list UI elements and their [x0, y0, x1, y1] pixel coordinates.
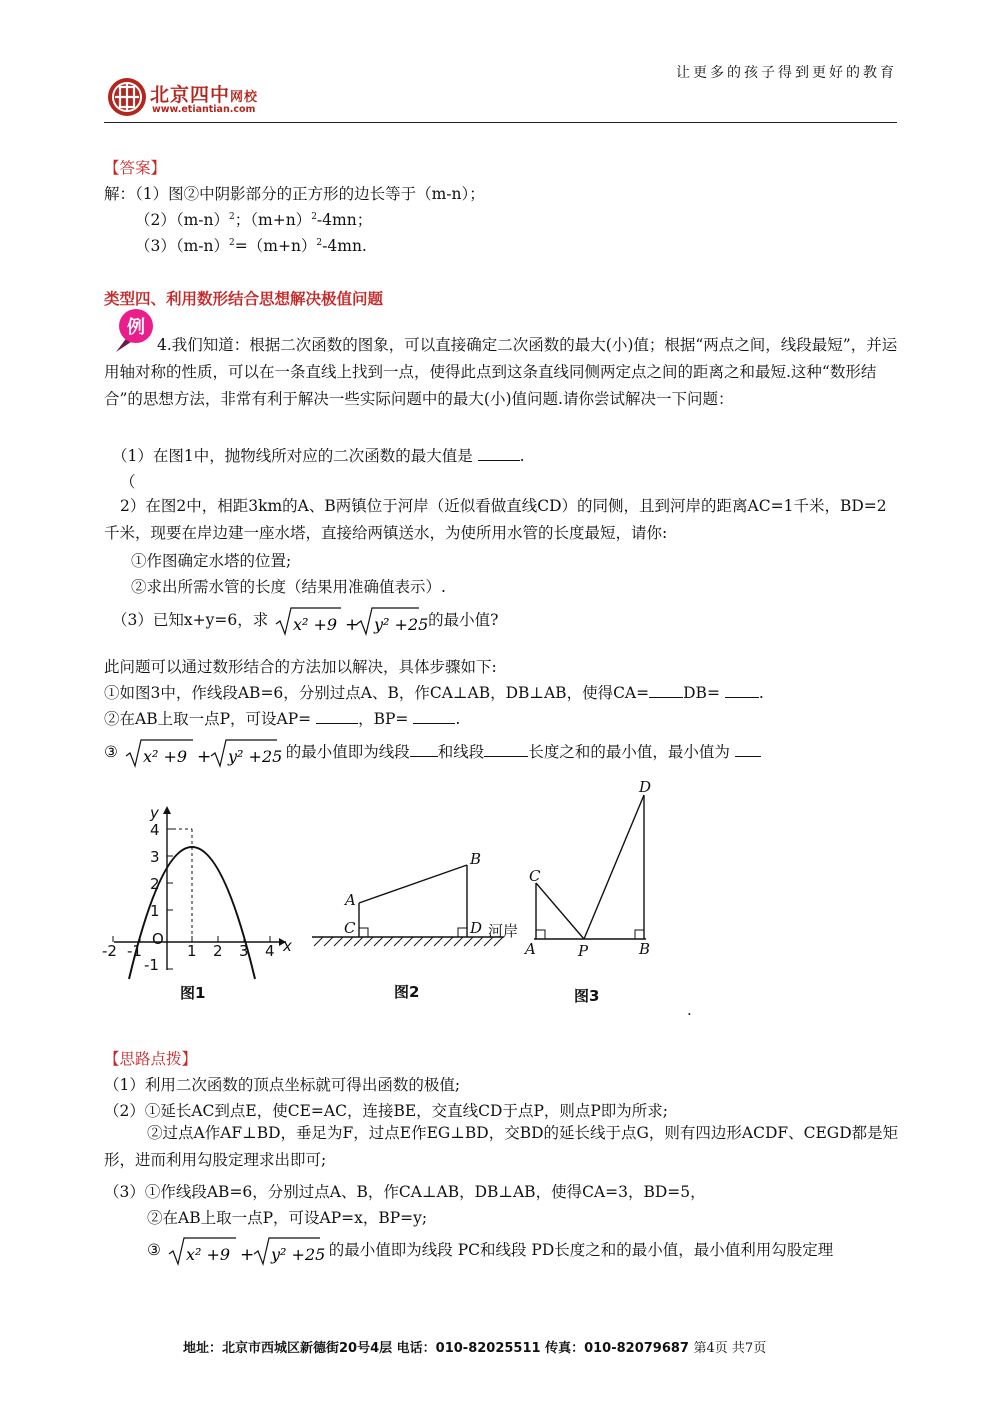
- svg-text:+: +: [239, 1245, 255, 1265]
- answer-line-1: 解：（1）图②中阴影部分的正方形的边长等于（m-n）；: [104, 185, 485, 203]
- svg-text:C: C: [344, 919, 356, 937]
- svg-text:x² +9: x² +9: [293, 615, 338, 634]
- hint-line-3: ②过点A作AF⊥BD，垂足为F，过点E作EG⊥BD，交BD的延长线于点G，则有四边形ACDF、CEGD都是矩形，进而利用勾股定理求出即可;: [104, 1124, 899, 1169]
- svg-text:P: P: [578, 942, 589, 960]
- answer-line-2: $(2)(m-n)^2$；$(m+n)^2-4mn$；: [135, 211, 373, 229]
- svg-text:4: 4: [150, 821, 160, 839]
- svg-text:河岸: 河岸: [488, 922, 519, 940]
- section-title: 类型四、利用数形结合思想解决极值问题: [104, 290, 384, 308]
- svg-text:+: +: [345, 615, 360, 635]
- header-divider: [104, 122, 897, 123]
- svg-text:x: x: [283, 937, 292, 955]
- question-1: （1）在图1中，抛物线所对应的二次函数的最大值是 .: [112, 447, 525, 465]
- step-3: ③ x² +9 + y² +25 的最小值即为线段 和线段 长度之和的最小值，最小值为: [104, 738, 761, 768]
- svg-text:x² +9: x² +9: [185, 1245, 230, 1264]
- svg-text:1: 1: [150, 902, 160, 920]
- answer-line-3: $(3)(m-n)^2=(m+n)^2-4mn$.: [135, 237, 367, 255]
- svg-text:y² +25: y² +25: [227, 747, 283, 766]
- question-2-paren: （: [120, 473, 136, 491]
- svg-text:3: 3: [150, 848, 160, 866]
- svg-text:C: C: [529, 867, 541, 885]
- svg-text:D: D: [470, 919, 483, 937]
- step-2: ②在AB上取一点P，可设AP= ，BP= .: [104, 710, 461, 728]
- figure-2-river: [312, 850, 518, 1001]
- svg-text:B: B: [639, 940, 651, 958]
- hint-line-5: ②在AB上取一点P，可设AP=x，BP=y;: [147, 1209, 428, 1227]
- hint-line-4: （3）①作线段AB=6，分别过点A、B，作CA⊥AB，DB⊥AB，使得CA=3，BD=5，: [104, 1183, 706, 1201]
- sqrt-expression-2: [125, 738, 283, 768]
- svg-text:2: 2: [213, 942, 223, 960]
- svg-text:例: 例: [127, 317, 145, 338]
- method-intro: 此问题可以通过数形结合的方法加以解决，具体步骤如下:: [104, 658, 497, 676]
- figure-3-segments: [523, 778, 692, 1019]
- svg-text:2: 2: [150, 875, 160, 893]
- svg-text:-2: -2: [102, 942, 117, 960]
- figure-1-parabola: [102, 804, 292, 1002]
- svg-text:-1: -1: [127, 942, 142, 960]
- svg-text:图3: 图3: [574, 987, 600, 1005]
- step-1: ①如图3中，作线段AB=6，分别过点A、B，作CA⊥AB，DB⊥AB，使得CA= DB= .: [104, 684, 764, 702]
- hint-tag: 【思路点拨】: [104, 1050, 198, 1068]
- svg-text:D: D: [639, 778, 652, 796]
- question-2-part-b: ②求出所需水管的长度（结果用准确值表示）.: [131, 578, 446, 596]
- svg-text:-1: -1: [144, 956, 159, 974]
- svg-text:图2: 图2: [394, 983, 420, 1001]
- answer-tag: 【答案】: [104, 159, 167, 177]
- svg-text:4: 4: [265, 942, 275, 960]
- svg-text:O: O: [152, 930, 164, 948]
- sqrt-expression-3: [168, 1236, 326, 1266]
- svg-text:B: B: [470, 850, 482, 868]
- logo-url: www.etiantian.com: [152, 104, 256, 115]
- page-footer: 地址：北京市西城区新德街20号4层 电话：010-82025511 传真：010-82079687 第4页 共7页: [183, 1341, 767, 1356]
- header-slogan: 让更多的孩子得到更好的教育: [676, 65, 897, 81]
- figures-panel: [96, 770, 716, 1020]
- question-3: （3）已知x+y=6，求 x² +9 + y² +25 的最小值?: [112, 606, 498, 636]
- svg-text:y: y: [150, 804, 159, 822]
- hint-line-1: （1）利用二次函数的顶点坐标就可得出函数的极值;: [104, 1076, 461, 1094]
- svg-text:图1: 图1: [180, 984, 206, 1002]
- svg-text:A: A: [345, 891, 356, 909]
- svg-text:1: 1: [187, 942, 197, 960]
- sqrt-expression: [275, 606, 429, 636]
- svg-text:x² +9: x² +9: [142, 747, 187, 766]
- svg-text:A: A: [525, 940, 536, 958]
- example-intro: 4.我们知道：根据二次函数的图象，可以直接确定二次函数的最大(小)值；根据“两点之间，线段最短”，并运用轴对称的性质，可以在一条直线上找到一点，使得此点到这条直线同侧两定点之间的距离之和最短.这种“数形结合”的思想方法，非常有利于解决一些实际问题中的最大(小)值问题.请你尝试解决一下问题：: [104, 336, 898, 408]
- svg-text:.: .: [687, 1001, 692, 1019]
- hint-line-2: （2）①延长AC到点E，使CE=AC，连接BE，交直线CD于点P，则点P即为所求;: [104, 1102, 669, 1120]
- svg-text:y² +25: y² +25: [374, 615, 429, 634]
- svg-text:+: +: [196, 747, 212, 767]
- question-2: 2）在图2中，相距3km的A、B两镇位于河岸（近似看做直线CD）的同侧，且到河岸的距离AC=1千米，BD=2千米，现要在岸边建一座水塔，直接给两镇送水，为使所用水管的长度最短，请你:: [104, 497, 887, 542]
- logo-name: 北京四中网校: [150, 84, 259, 106]
- question-2-part-a: ①作图确定水塔的位置;: [131, 552, 292, 570]
- svg-text:y² +25: y² +25: [270, 1245, 326, 1264]
- hint-line-6: ③ x² +9 + y² +25 的最小值即为线段 PC和线段 PD长度之和的最小值，最小值利用勾股定理: [147, 1236, 833, 1266]
- svg-text:3: 3: [239, 942, 249, 960]
